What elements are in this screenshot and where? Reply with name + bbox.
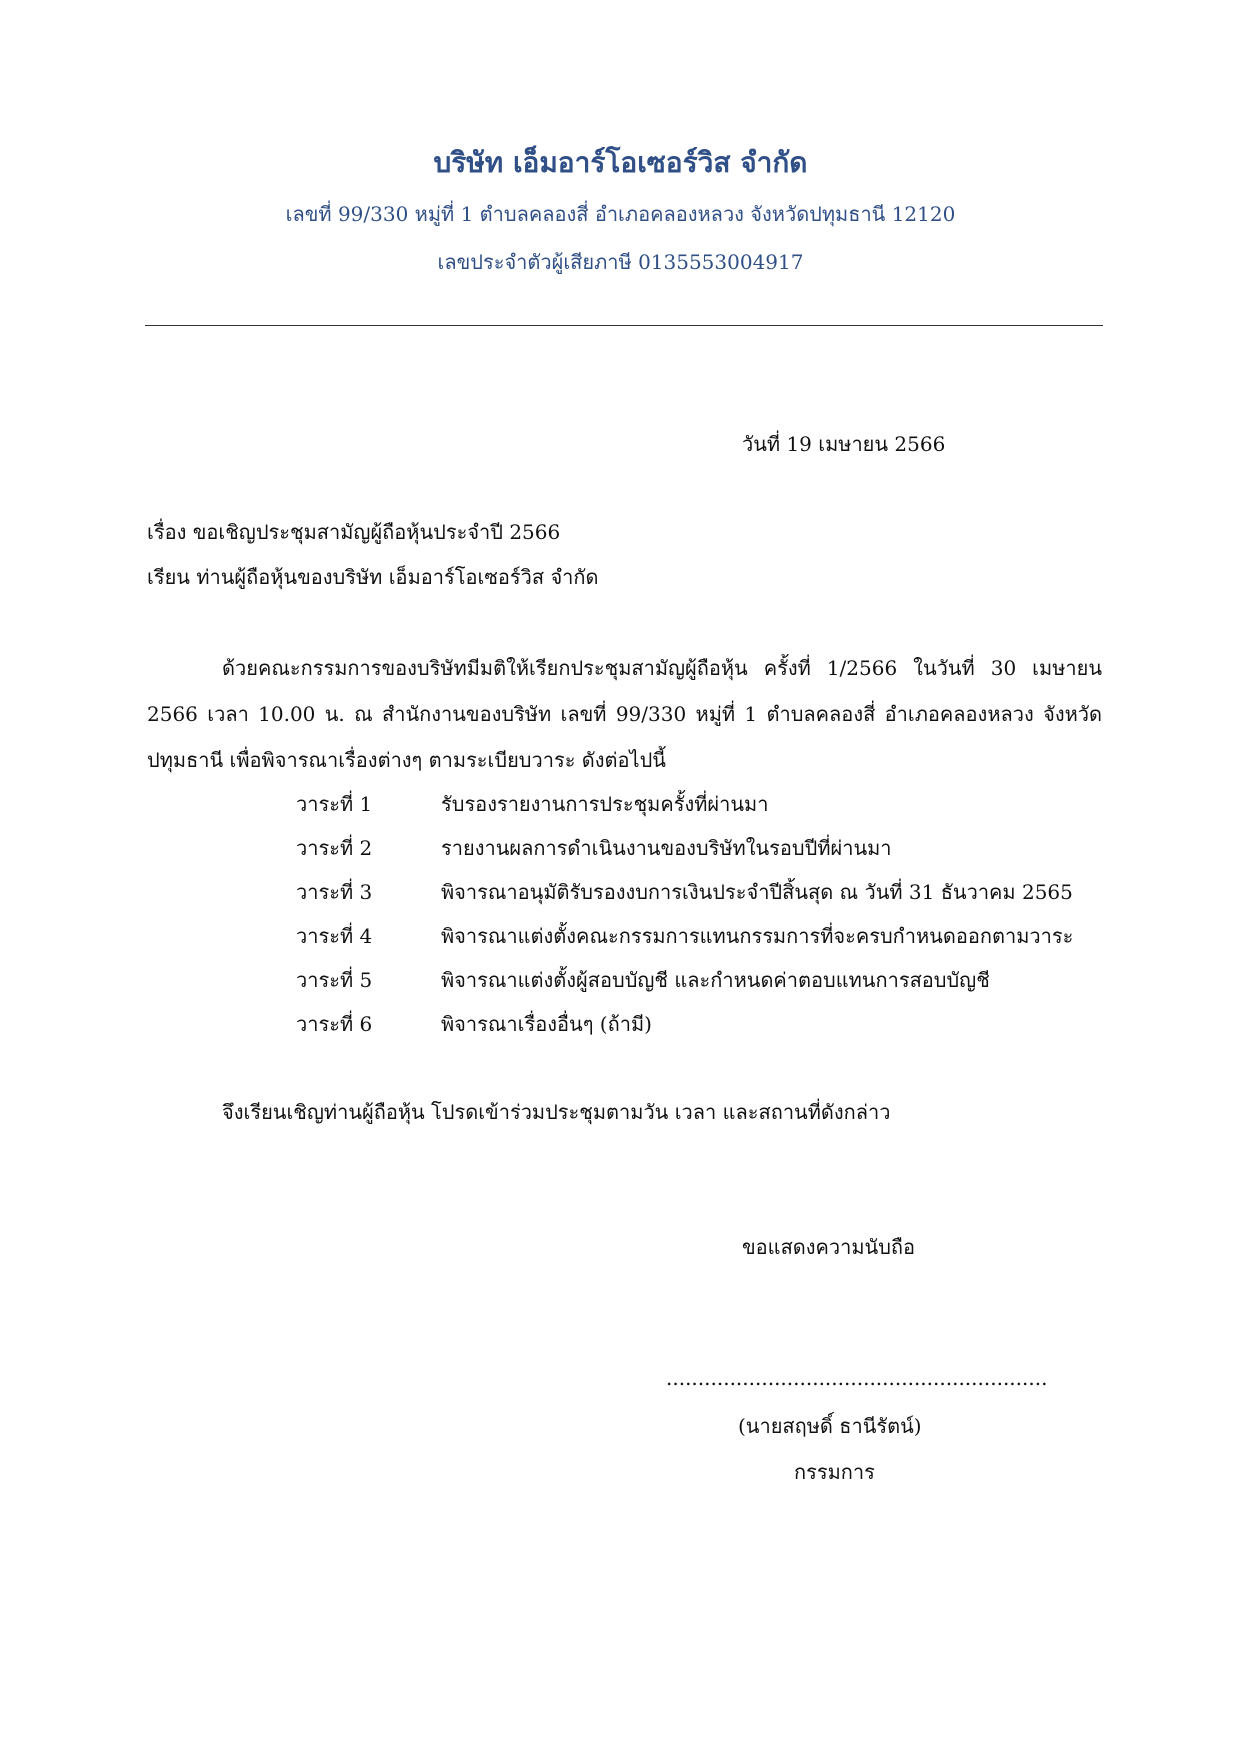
signature-line: ............................................................: [666, 1366, 1048, 1390]
company-name: บริษัท เอ็มอาร์โอเซอร์วิส จำกัด: [433, 146, 808, 179]
agenda-text: พิจารณาแต่งตั้งคณะกรรมการแทนกรรมการที่จะครบกำหนดออกตามวาระ: [441, 924, 1074, 948]
company-address: เลขที่ 99/330 หมู่ที่ 1 ตำบลคลองสี่ อำเภอคลองหลวง จังหวัดปทุมธานี 12120: [285, 202, 956, 226]
agenda-number: วาระที่ 4: [296, 924, 373, 948]
agenda-text: พิจารณาเรื่องอื่นๆ (ถ้ามี): [441, 1012, 652, 1036]
letter-regards: ขอแสดงความนับถือ: [742, 1235, 916, 1259]
letter-salutation: เรียน ท่านผู้ถือหุ้นของบริษัท เอ็มอาร์โอเซอร์วิส จำกัด: [147, 565, 599, 589]
letter-subject: เรื่อง ขอเชิญประชุมสามัญผู้ถือหุ้นประจำปี 2566: [147, 520, 561, 544]
letter-closing: จึงเรียนเชิญท่านผู้ถือหุ้น โปรดเข้าร่วมประชุมตามวัน เวลา และสถานที่ดังกล่าว: [222, 1100, 891, 1124]
agenda-number: วาระที่ 3: [296, 880, 373, 904]
agenda-text: รายงานผลการดำเนินงานของบริษัทในรอบปีที่ผ่านมา: [441, 836, 892, 860]
signer-name: (นายสฤษดิ์ ธานีรัตน์): [738, 1414, 922, 1438]
letter-body: ด้วยคณะกรรมการของบริษัทมีมติให้เรียกประชุมสามัญผู้ถือหุ้น ครั้งที่ 1/2566 ในวันที่ 30 เมษายน 2566 เวลา 10.00 น. ณ สำนักงานของบริษัท เลขที่ 99/330 หมู่ที่ 1 ตำบลคลองสี่ อำเภอคลองหลวง จังหวัดปทุมธานี เพื่อพิจารณาเรื่องต่างๆ ตามระเบียบวาระ ดังต่อไปนี้: [147, 656, 1102, 772]
agenda-text: พิจารณาอนุมัติรับรองงบการเงินประจำปีสิ้นสุด ณ วันที่ 31 ธันวาคม 2565: [441, 880, 1073, 904]
agenda-number: วาระที่ 2: [296, 836, 373, 860]
agenda-text: พิจารณาแต่งตั้งผู้สอบบัญชี และกำหนดค่าตอบแทนการสอบบัญชี: [441, 968, 990, 992]
agenda-number: วาระที่ 5: [296, 968, 373, 992]
header-divider: [145, 325, 1103, 326]
agenda-number: วาระที่ 6: [296, 1012, 373, 1036]
signer-title: กรรมการ: [794, 1460, 875, 1484]
letter-date: วันที่ 19 เมษายน 2566: [742, 432, 946, 456]
company-tax-id: เลขประจำตัวผู้เสียภาษี 0135553004917: [437, 250, 804, 274]
agenda-number: วาระที่ 1: [296, 792, 373, 816]
agenda-text: รับรองรายงานการประชุมครั้งที่ผ่านมา: [441, 792, 769, 816]
